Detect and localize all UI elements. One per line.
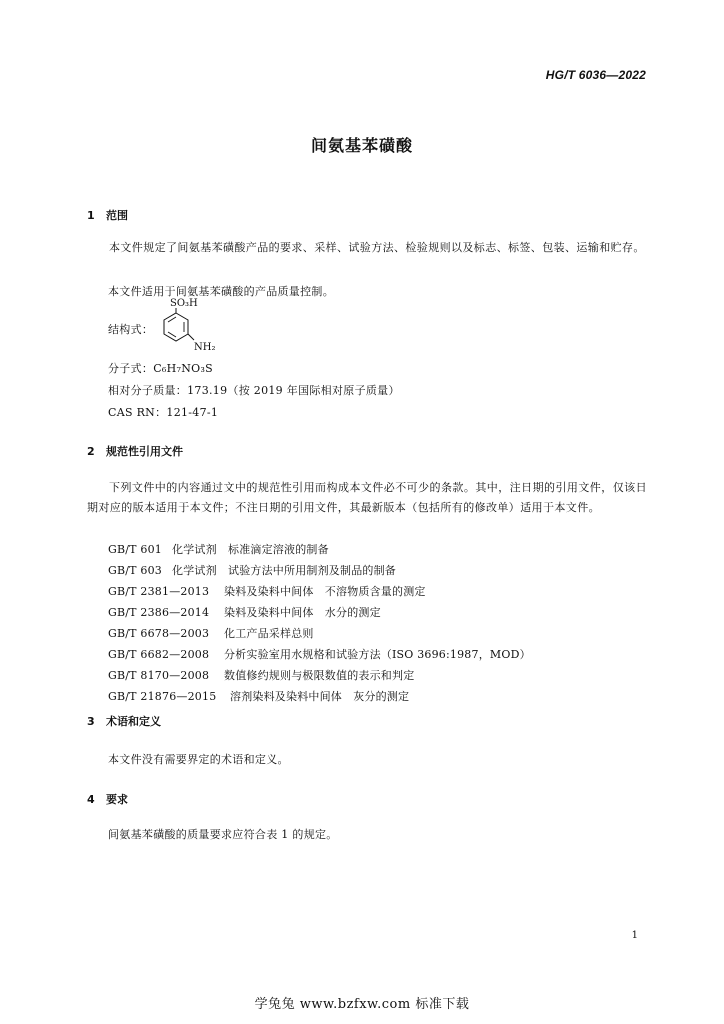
section-1-heading	[87, 207, 128, 223]
formula-value: C₆H₇NO₃S	[153, 362, 214, 375]
terms-paragraph: 本文件没有需要界定的术语和定义。	[108, 753, 289, 766]
reference-code: GB/T 2386—2014	[108, 606, 210, 619]
section-3-heading	[87, 713, 161, 729]
molecular-mass: 相对分子质量：173.19（按 2019 年国际相对原子质量）	[108, 384, 400, 397]
document-title: 间氨基苯磺酸	[310, 136, 413, 155]
section-title: 术语和定义	[106, 715, 161, 728]
section-number: 4	[87, 793, 95, 806]
scope-paragraph-2: 本文件适用于间氨基苯磺酸的产品质量控制。	[108, 285, 334, 298]
reference-title: 化学试剂 标准滴定溶液的制备	[172, 543, 329, 556]
section-number: 3	[87, 715, 95, 728]
reference-item	[108, 625, 314, 641]
reference-code: GB/T 2381—2013	[108, 585, 210, 598]
scope-paragraph-1: 本文件规定了间氨基苯磺酸产品的要求、采样、试验方法、检验规则以及标志、标签、包装、运输和贮存。	[109, 241, 645, 254]
section-number: 2	[87, 445, 95, 458]
reference-item	[108, 541, 329, 557]
cas-number: CAS RN：121-47-1	[108, 406, 219, 419]
reference-title: 数值修约规则与极限数值的表示和判定	[224, 669, 415, 682]
section-title: 要求	[106, 793, 128, 806]
reference-title: 染料及染料中间体 不溶物质含量的测定	[224, 585, 426, 598]
reference-title: 分析实验室用水规格和试验方法（ISO 3696:1987，MOD）	[224, 648, 531, 661]
section-number: 1	[87, 209, 95, 222]
reference-item	[108, 646, 531, 662]
reference-code: GB/T 6682—2008	[108, 648, 210, 661]
molecular-formula	[108, 360, 213, 376]
reference-title: 化学试剂 试验方法中所用制剂及制品的制备	[172, 564, 396, 577]
standard-code: HG/T 6036—2022	[545, 68, 646, 82]
reference-code: GB/T 601	[108, 543, 163, 556]
reference-title: 化工产品采样总则	[224, 627, 314, 640]
structural-formula	[156, 296, 226, 360]
page-number: 1	[631, 930, 638, 941]
normative-refs-paragraph: 下列文件中的内容通过文中的规范性引用而构成本文件必不可少的条款。其中，注日期的引用文件，仅该日期对应的版本适用于本文件；不注日期的引用文件，其最新版本（包括所有的修改单）适用于本文件。	[87, 481, 647, 514]
requirements-paragraph: 间氨基苯磺酸的质量要求应符合表 1 的规定。	[108, 828, 338, 841]
reference-item	[108, 667, 414, 683]
reference-code: GB/T 8170—2008	[108, 669, 210, 682]
section-title: 规范性引用文件	[106, 445, 183, 458]
section-2-heading	[87, 443, 183, 459]
reference-code: GB/T 6678—2003	[108, 627, 210, 640]
sulfonic-group-label: SO₃H	[170, 298, 198, 309]
section-4-heading	[87, 791, 128, 807]
reference-title: 染料及染料中间体 水分的测定	[224, 606, 381, 619]
reference-code: GB/T 603	[108, 564, 163, 577]
reference-title: 溶剂染料及染料中间体 灰分的测定	[230, 690, 410, 703]
amino-group-label: NH₂	[194, 342, 216, 353]
footer-watermark: 学兔兔 www.bzfxw.com 标准下载	[254, 997, 470, 1012]
reference-item	[108, 604, 381, 620]
section-title: 范围	[106, 209, 128, 222]
reference-item	[108, 562, 396, 578]
reference-item	[108, 583, 426, 599]
formula-label: 分子式：	[108, 362, 154, 375]
reference-code: GB/T 21876—2015	[108, 690, 217, 703]
reference-item	[108, 688, 409, 704]
structure-label: 结构式：	[108, 323, 154, 336]
